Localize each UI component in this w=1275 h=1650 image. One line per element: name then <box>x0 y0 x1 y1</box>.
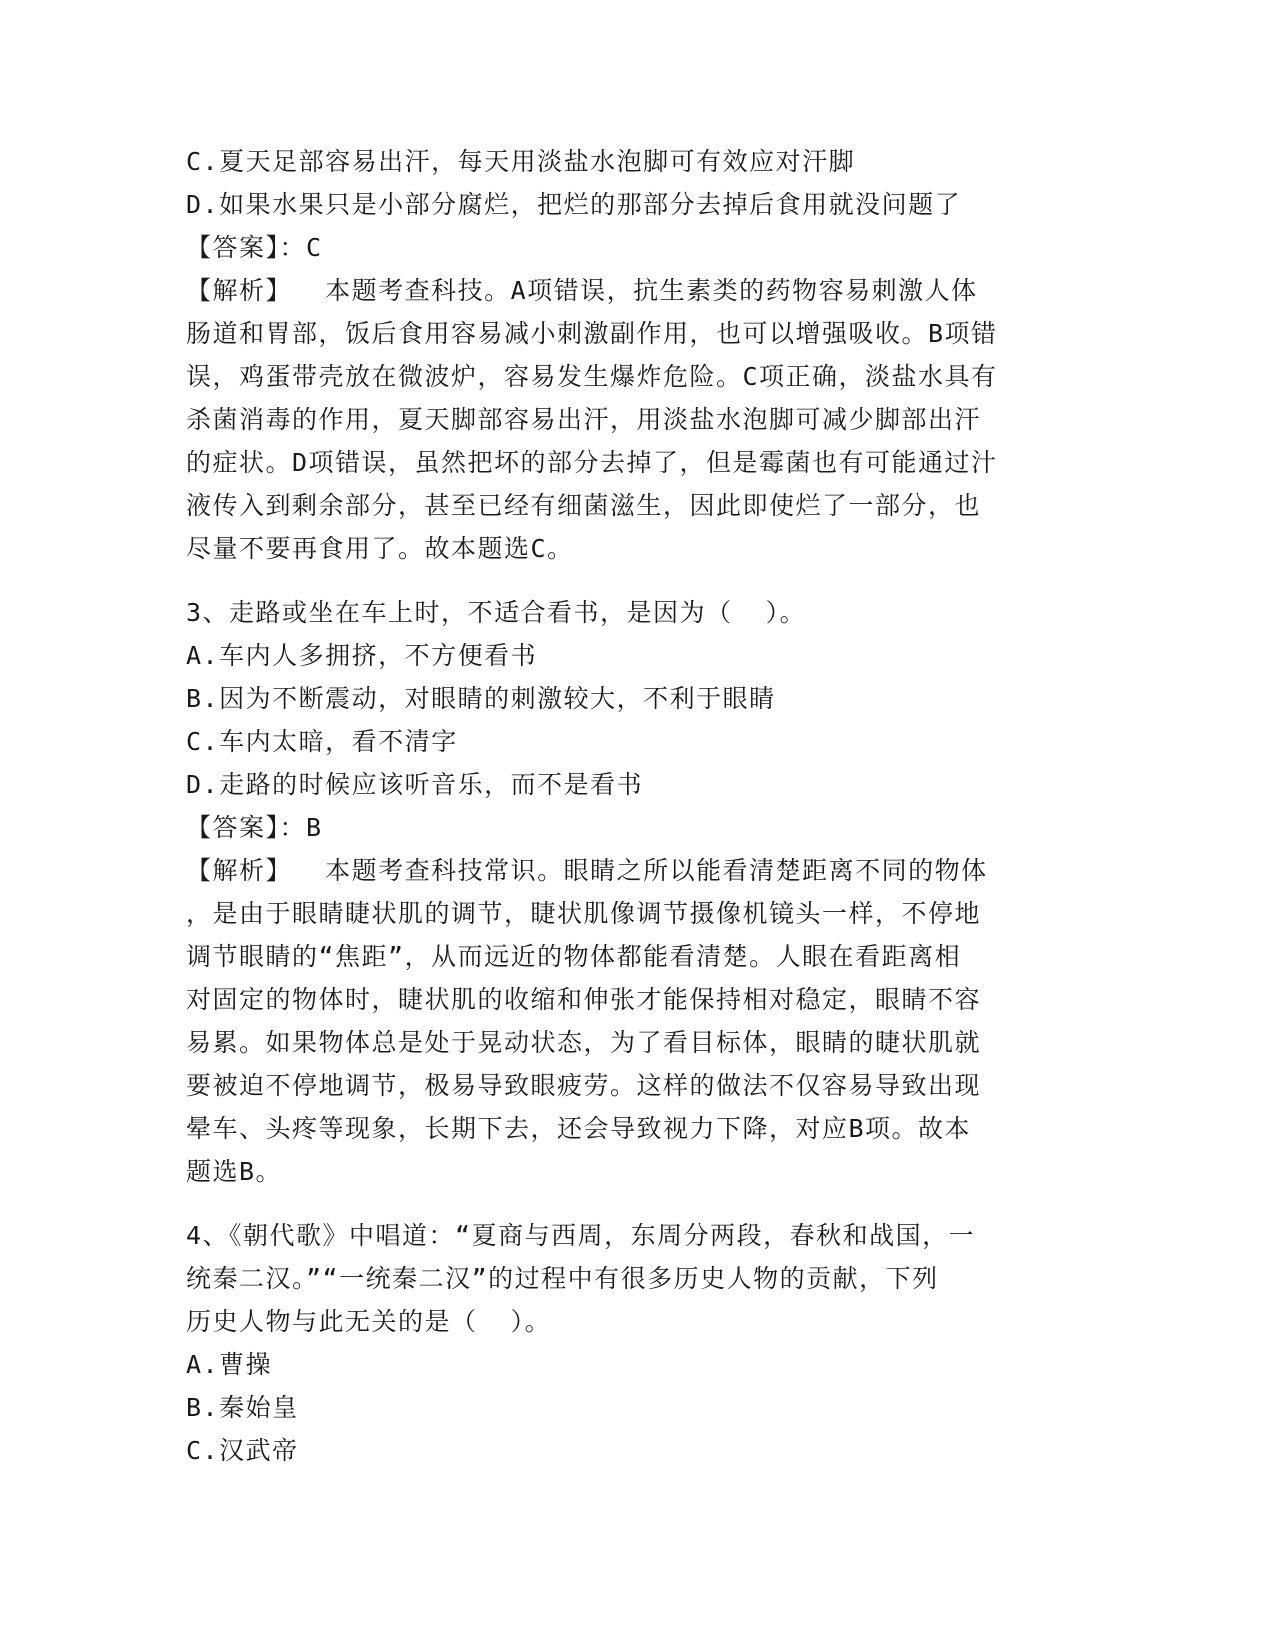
option-b: B.秦始皇 <box>186 1393 299 1422</box>
question-stem: 历史人物与此无关的是（ ）。 <box>186 1307 552 1336</box>
paragraph-gap <box>186 570 1066 591</box>
analysis-line: 的症状。D项错误，虽然把坏的部分去掉了，但是霉菌也有可能通过汁 <box>186 448 998 477</box>
question-2-continuation <box>186 140 1066 570</box>
question-stem: 4、《朝代歌》中唱道：“夏商与西周，东周分两段，春秋和战国，一 <box>186 1221 976 1250</box>
analysis-line: 要被迫不停地调节，极易导致眼疲劳。这样的做法不仅容易导致出现 <box>186 1071 982 1100</box>
paragraph-gap <box>186 1193 1066 1214</box>
analysis-line: 杀菌消毒的作用，夏天脚部容易出汗，用淡盐水泡脚可减少脚部出汗 <box>186 405 982 434</box>
option-c: C.车内太暗，看不清字 <box>186 727 458 756</box>
question-4 <box>186 1214 1066 1472</box>
option-c: C.夏天足部容易出汗，每天用淡盐水泡脚可有效应对汗脚 <box>186 147 856 176</box>
option-a: A.车内人多拥挤，不方便看书 <box>186 641 538 670</box>
answer-line: 【答案】：C <box>186 233 323 262</box>
analysis-line: 肠道和胃部，饭后食用容易减小刺激副作用，也可以增强吸收。B项错 <box>186 319 998 348</box>
analysis-line: 晕车、头疼等现象，长期下去，还会导致视力下降，对应B项。故本 <box>186 1114 972 1143</box>
analysis-line: 尽量不要再食用了。故本题选C。 <box>186 534 574 563</box>
analysis-line: 易累。如果物体总是处于晃动状态，为了看目标体，眼睛的睫状肌就 <box>186 1028 982 1057</box>
analysis-line: 题选B。 <box>186 1157 283 1186</box>
analysis-line: 调节眼睛的“焦距”，从而远近的物体都能看清楚。人眼在看距离相 <box>186 942 962 971</box>
option-d: D.如果水果只是小部分腐烂，把烂的那部分去掉后食用就没问题了 <box>186 190 962 219</box>
answer-line: 【答案】：B <box>186 813 323 842</box>
question-3 <box>186 591 1066 1193</box>
option-a: A.曹操 <box>186 1350 273 1379</box>
analysis-line: 【解析】 本题考查科技常识。眼睛之所以能看清楚距离不同的物体 <box>186 856 988 885</box>
question-stem: 统秦二汉。”“一统秦二汉”的过程中有很多历史人物的贡献，下列 <box>186 1264 939 1293</box>
option-b: B.因为不断震动，对眼睛的刺激较大，不利于眼睛 <box>186 684 776 713</box>
document-page <box>186 140 1066 1472</box>
question-stem: 3、走路或坐在车上时，不适合看书，是因为（ ）。 <box>186 598 807 627</box>
option-c: C.汉武帝 <box>186 1436 299 1465</box>
analysis-line: 液传入到剩余部分，甚至已经有细菌滋生，因此即使烂了一部分，也 <box>186 491 982 520</box>
analysis-line: 【解析】 本题考查科技。A项错误，抗生素类的药物容易刺激人体 <box>186 276 978 305</box>
analysis-line: 误，鸡蛋带壳放在微波炉，容易发生爆炸危险。C项正确，淡盐水具有 <box>186 362 998 391</box>
option-d: D.走路的时候应该听音乐，而不是看书 <box>186 770 644 799</box>
analysis-line: 对固定的物体时，睫状肌的收缩和伸张才能保持相对稳定，眼睛不容 <box>186 985 982 1014</box>
analysis-line: ，是由于眼睛睫状肌的调节，睫状肌像调节摄像机镜头一样，不停地 <box>186 899 982 928</box>
